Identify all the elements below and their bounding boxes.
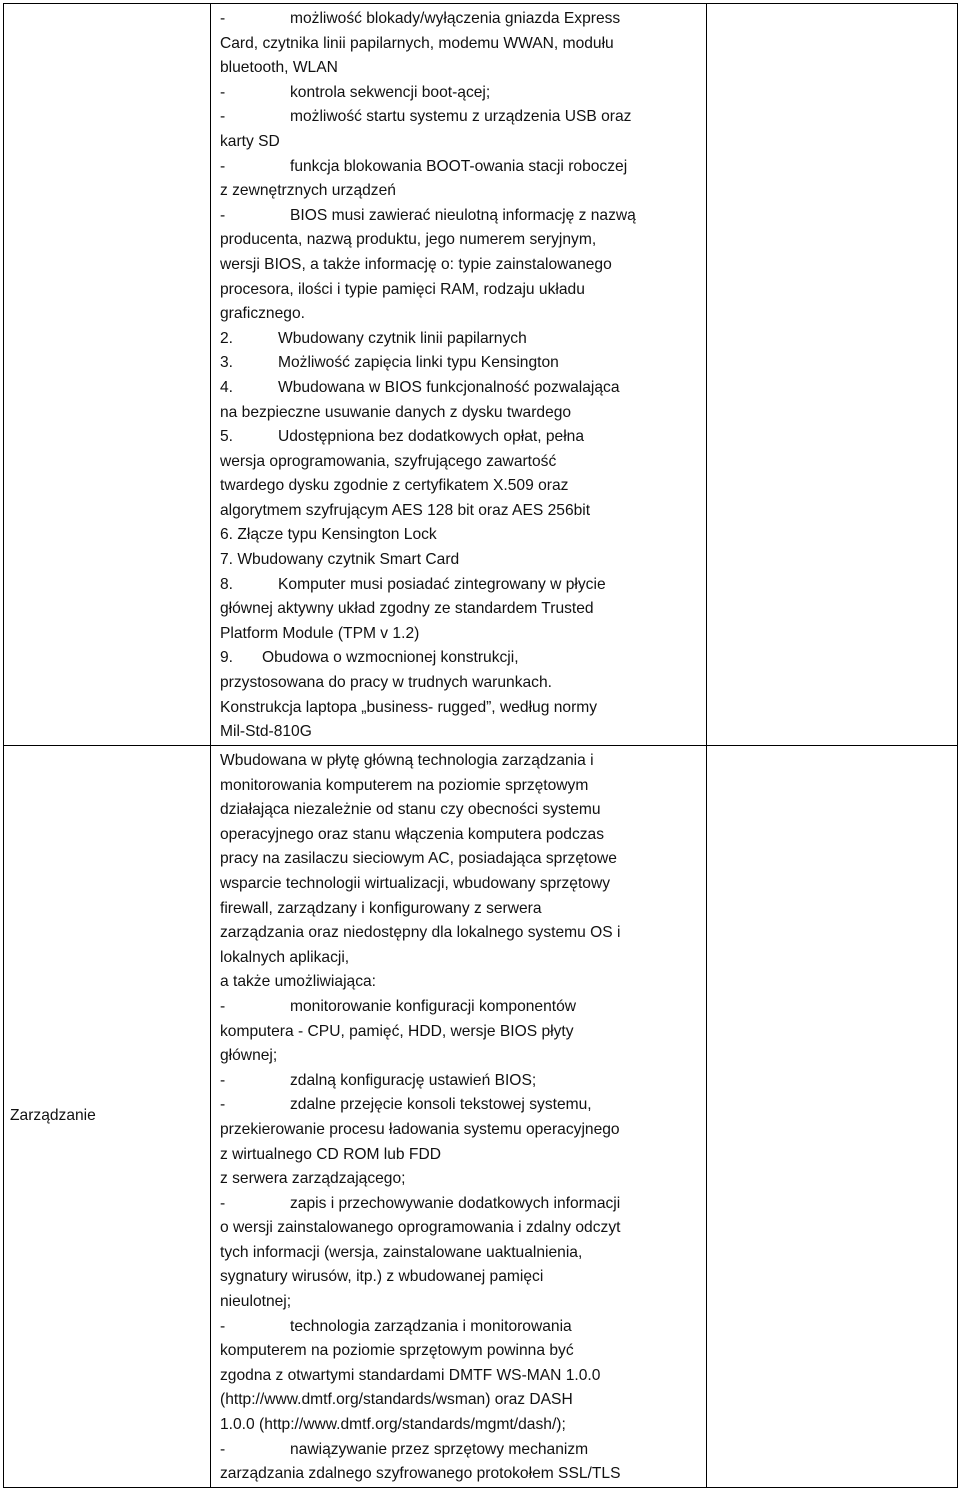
text-line bbox=[220, 970, 702, 995]
text-line bbox=[220, 56, 702, 81]
line-text: Wbudowany czytnik linii papilarnych bbox=[278, 329, 527, 347]
text-line bbox=[220, 1192, 702, 1217]
row-label-cell bbox=[4, 4, 211, 746]
line-marker: - bbox=[220, 1440, 226, 1458]
line-text: głównej; bbox=[220, 1047, 278, 1065]
text-line bbox=[220, 1044, 702, 1069]
line-marker: - bbox=[220, 1194, 226, 1212]
line-text: funkcja blokowania BOOT-owania stacji roboczej bbox=[290, 157, 628, 175]
text-line bbox=[220, 302, 702, 327]
text-line bbox=[220, 548, 702, 573]
text-line bbox=[220, 573, 702, 598]
text-line bbox=[220, 253, 702, 278]
text-line bbox=[220, 847, 702, 872]
line-text: Platform Module (TPM v 1.2) bbox=[220, 624, 420, 642]
line-marker: 5. bbox=[220, 428, 234, 446]
line-text: zdalną konfigurację ustawień BIOS; bbox=[290, 1071, 537, 1089]
line-text: przekierowanie procesu ładowania systemu operacyjnego bbox=[220, 1120, 620, 1138]
text-line bbox=[220, 946, 702, 971]
text-line bbox=[220, 81, 702, 106]
text-line bbox=[220, 1364, 702, 1389]
line-marker: - bbox=[220, 206, 226, 224]
line-marker: - bbox=[220, 157, 226, 175]
line-text: wersji BIOS, a także informację o: typie zainstalowanego bbox=[220, 255, 612, 273]
line-text: nawiązywanie przez sprzętowy mechanizm bbox=[290, 1440, 589, 1458]
spec-text-lines bbox=[211, 4, 706, 745]
line-text: Mil-Std-810G bbox=[220, 723, 312, 741]
text-line bbox=[220, 1413, 702, 1438]
spec-text-cell bbox=[211, 746, 707, 1488]
line-text: karty SD bbox=[220, 132, 280, 150]
line-text: Wbudowana w BIOS funkcjonalność pozwalająca bbox=[278, 378, 620, 396]
line-text: o wersji zainstalowanego oprogramowania i zdalny odczyt bbox=[220, 1219, 621, 1237]
text-line bbox=[220, 646, 702, 671]
line-text: działająca niezależnie od stanu czy obecności systemu bbox=[220, 801, 601, 819]
text-line bbox=[220, 749, 702, 774]
line-marker: 3. bbox=[220, 354, 234, 372]
text-line bbox=[220, 130, 702, 155]
text-line bbox=[220, 1339, 702, 1364]
text-line bbox=[220, 921, 702, 946]
line-text: Card, czytnika linii papilarnych, modemu WWAN, modułu bbox=[220, 34, 614, 52]
line-marker: - bbox=[220, 997, 226, 1015]
line-marker: - bbox=[220, 108, 226, 126]
line-text: kontrola sekwencji boot-ącej; bbox=[290, 83, 491, 101]
line-text: komputerem na poziomie sprzętowym powinna być bbox=[220, 1342, 574, 1360]
compliance-cell bbox=[707, 746, 958, 1488]
text-line bbox=[220, 671, 702, 696]
spec-text-cell bbox=[211, 4, 707, 746]
text-line bbox=[220, 204, 702, 229]
line-text: możliwość startu systemu z urządzenia USB oraz bbox=[290, 108, 632, 126]
line-marker: - bbox=[220, 83, 226, 101]
line-text: tych informacji (wersja, zainstalowane uaktualnienia, bbox=[220, 1243, 583, 1261]
text-line bbox=[220, 179, 702, 204]
line-text: (http://www.dmtf.org/standards/wsman) oraz DASH bbox=[220, 1391, 573, 1409]
text-line bbox=[220, 1290, 702, 1315]
line-marker: - bbox=[220, 1071, 226, 1089]
text-line bbox=[220, 1118, 702, 1143]
line-text: procesora, ilości i typie pamięci RAM, rodzaju układu bbox=[220, 280, 585, 298]
text-line bbox=[220, 1462, 702, 1487]
line-text: głównej aktywny układ zgodny ze standardem Trusted bbox=[220, 600, 594, 618]
line-text: lokalnych aplikacji, bbox=[220, 948, 350, 966]
text-line bbox=[220, 376, 702, 401]
line-marker: 9. bbox=[220, 649, 234, 667]
text-line bbox=[220, 1265, 702, 1290]
line-text: twardego dysku zgodnie z certyfikatem X.509 oraz bbox=[220, 477, 569, 495]
line-text: z serwera zarządzającego; bbox=[220, 1170, 406, 1188]
line-marker: 4. bbox=[220, 378, 234, 396]
line-text: zarządzania zdalnego szyfrowanego protokołem SSL/TLS bbox=[220, 1465, 621, 1483]
line-text: na bezpieczne usuwanie danych z dysku twardego bbox=[220, 403, 572, 421]
text-line bbox=[220, 401, 702, 426]
line-text: bluetooth, WLAN bbox=[220, 59, 338, 77]
row-label-cell bbox=[4, 746, 211, 1488]
line-text: sygnatury wirusów, itp.) z wbudowanej pamięci bbox=[220, 1268, 544, 1286]
text-line bbox=[220, 897, 702, 922]
text-line bbox=[220, 1241, 702, 1266]
text-line bbox=[220, 1438, 702, 1463]
text-line bbox=[220, 1143, 702, 1168]
line-text: Udostępniona bez dodatkowych opłat, pełna bbox=[278, 428, 585, 446]
line-text: Obudowa o wzmocnionej konstrukcji, bbox=[262, 649, 519, 667]
line-text: operacyjnego oraz stanu włączenia komputera podczas bbox=[220, 825, 605, 843]
line-text: algorytmem szyfrującym AES 128 bit oraz AES 256bit bbox=[220, 501, 591, 519]
specification-table bbox=[3, 3, 958, 1488]
text-line bbox=[220, 1093, 702, 1118]
text-line bbox=[220, 1069, 702, 1094]
text-line bbox=[220, 823, 702, 848]
text-line bbox=[220, 105, 702, 130]
table-row-management bbox=[4, 746, 958, 1488]
line-text: producenta, nazwą produktu, jego numerem seryjnym, bbox=[220, 231, 597, 249]
line-text: z zewnętrznych urządzeń bbox=[220, 182, 396, 200]
text-line bbox=[220, 1315, 702, 1340]
line-text: przystosowana do pracy w trudnych warunkach. bbox=[220, 674, 552, 692]
text-line bbox=[220, 1388, 702, 1413]
line-text: technologia zarządzania i monitorowania bbox=[290, 1317, 572, 1335]
text-line bbox=[220, 278, 702, 303]
text-line bbox=[220, 327, 702, 352]
line-text: zapis i przechowywanie dodatkowych informacji bbox=[290, 1194, 621, 1212]
row-label: Zarządzanie bbox=[10, 1107, 96, 1125]
line-text: 6. Złącze typu Kensington Lock bbox=[220, 526, 437, 544]
text-line bbox=[220, 228, 702, 253]
spec-text-lines bbox=[211, 746, 706, 1487]
text-line bbox=[220, 7, 702, 32]
text-line bbox=[220, 155, 702, 180]
text-line bbox=[220, 720, 702, 745]
line-text: komputera - CPU, pamięć, HDD, wersje BIOS płyty bbox=[220, 1022, 574, 1040]
line-text: wsparcie technologii wirtualizacji, wbudowany sprzętowy bbox=[220, 874, 611, 892]
text-line bbox=[220, 474, 702, 499]
line-text: monitorowanie konfiguracji komponentów bbox=[290, 997, 577, 1015]
text-line bbox=[220, 622, 702, 647]
text-line bbox=[220, 774, 702, 799]
line-marker: 2. bbox=[220, 329, 234, 347]
line-text: monitorowania komputerem na poziomie sprzętowym bbox=[220, 776, 589, 794]
line-text: wersja oprogramowania, szyfrującego zawartość bbox=[220, 452, 557, 470]
line-marker: - bbox=[220, 1317, 226, 1335]
text-line bbox=[220, 450, 702, 475]
text-line bbox=[220, 798, 702, 823]
line-text: 7. Wbudowany czytnik Smart Card bbox=[220, 551, 460, 569]
line-text: nieulotnej; bbox=[220, 1293, 292, 1311]
line-text: Konstrukcja laptopa „business- rugged”, według normy bbox=[220, 698, 598, 716]
line-text: możliwość blokady/wyłączenia gniazda Express bbox=[290, 10, 621, 27]
text-line bbox=[220, 351, 702, 376]
line-text: zarządzania oraz niedostępny dla lokalnego systemu OS i bbox=[220, 924, 621, 942]
text-line bbox=[220, 696, 702, 721]
line-marker: - bbox=[220, 1096, 226, 1114]
line-text: pracy na zasilaczu sieciowym AC, posiadająca sprzętowe bbox=[220, 850, 617, 868]
line-marker: - bbox=[220, 10, 226, 27]
line-text: BIOS musi zawierać nieulotną informację z nazwą bbox=[290, 206, 636, 224]
text-line bbox=[220, 32, 702, 57]
line-text: zgodna z otwartymi standardami DMTF WS-MAN 1.0.0 bbox=[220, 1366, 601, 1384]
line-text: firewall, zarządzany i konfigurowany z serwera bbox=[220, 899, 542, 917]
text-line bbox=[220, 1167, 702, 1192]
line-text: 1.0.0 (http://www.dmtf.org/standards/mgmt/dash/); bbox=[220, 1416, 566, 1434]
text-line bbox=[220, 1216, 702, 1241]
line-text: graficznego. bbox=[220, 305, 305, 323]
line-text: Możliwość zapięcia linki typu Kensington bbox=[278, 354, 559, 372]
line-text: Komputer musi posiadać zintegrowany w płycie bbox=[278, 575, 606, 593]
line-marker: 8. bbox=[220, 575, 234, 593]
text-line bbox=[220, 872, 702, 897]
line-text: z wirtualnego CD ROM lub FDD bbox=[220, 1145, 441, 1163]
compliance-cell bbox=[707, 4, 958, 746]
text-line bbox=[220, 499, 702, 524]
text-line bbox=[220, 995, 702, 1020]
line-text: Wbudowana w płytę główną technologia zarządzania i bbox=[220, 752, 594, 769]
text-line bbox=[220, 1020, 702, 1045]
line-text: a także umożliwiająca: bbox=[220, 973, 377, 991]
text-line bbox=[220, 425, 702, 450]
text-line bbox=[220, 597, 702, 622]
text-line bbox=[220, 523, 702, 548]
table-row-security bbox=[4, 4, 958, 746]
line-text: zdalne przejęcie konsoli tekstowej systemu, bbox=[290, 1096, 592, 1114]
